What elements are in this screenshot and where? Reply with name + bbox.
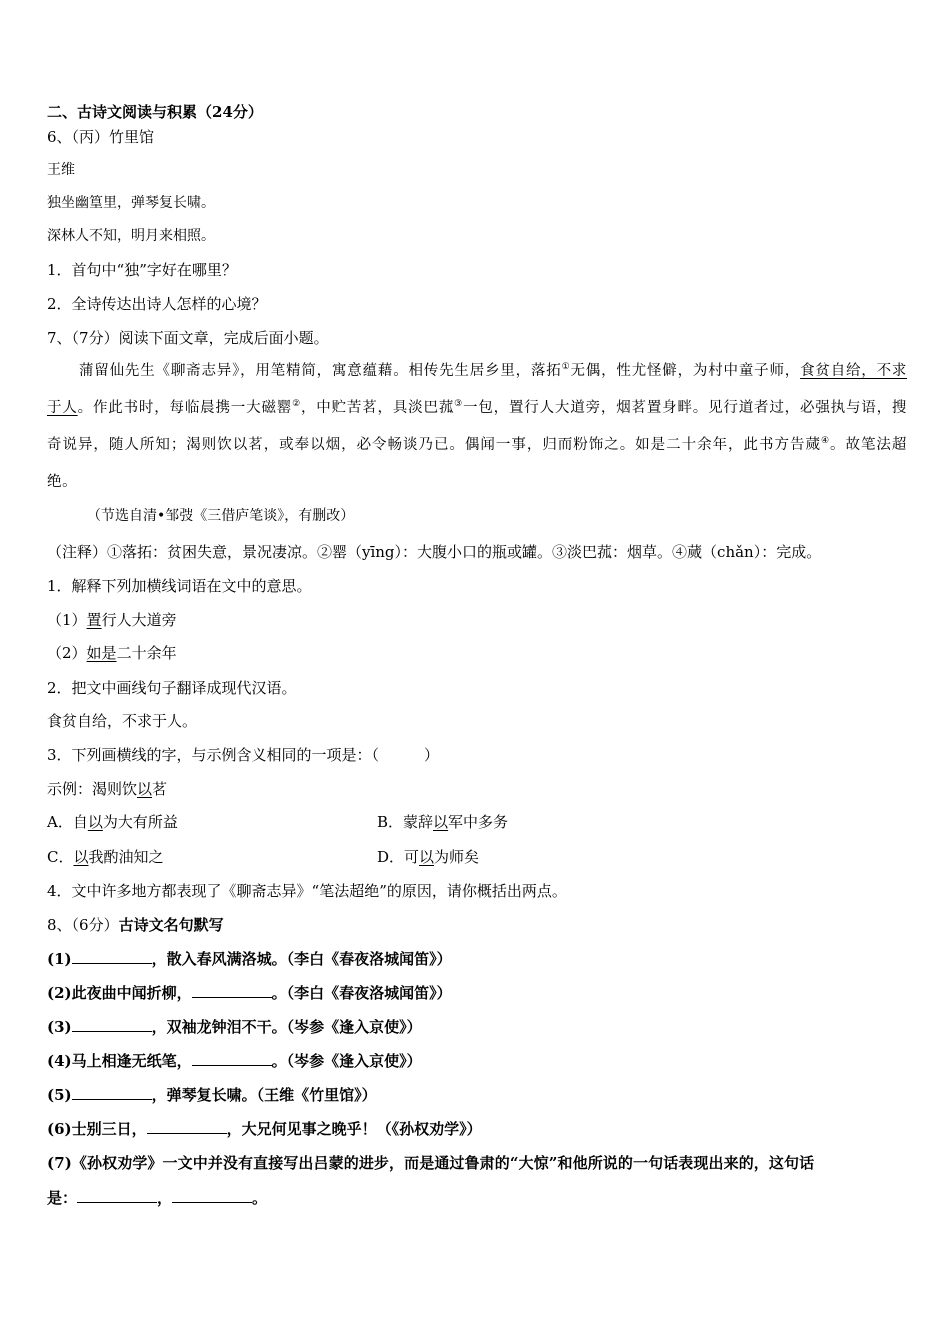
answer-blank[interactable] [172, 1190, 252, 1203]
q6-sub-question-1: 1．首句中“独”字好在哪里？ [47, 261, 237, 279]
passage-notes: （注释）①落拓：贫困失意，景况凄凉。②罂（yīng）：大腹小口的瓶或罐。③淡巴菰：烟草。④蒇（chǎn）：完成。 [47, 543, 822, 561]
line-text: ，双袖龙钟泪不干。（岑参《逢入京使》） [151, 1018, 422, 1036]
poem-line-2: 深林人不知，明月来相照。 [47, 228, 215, 244]
item-text: 行人大道旁 [101, 611, 177, 629]
note-marker: ① [561, 362, 571, 373]
option-text: 为师矣 [434, 848, 480, 866]
passage-text: 无偶，性尤怪僻，为村中童子师， [570, 363, 801, 379]
option-b [377, 812, 508, 832]
option-text: D．可 [377, 848, 420, 866]
line-text: (1) [47, 950, 72, 968]
q7-sub-question-3: 3．下列画横线的字，与示例含义相同的一项是：（ ） [47, 746, 440, 764]
q6-sub-question-2: 2．全诗传达出诗人怎样的心境？ [47, 295, 267, 313]
underlined-word: 如是 [86, 644, 117, 662]
underlined-char: 以 [419, 848, 435, 866]
line-text: (2)此夜曲中闻折柳， [47, 984, 192, 1002]
line-text: 。（岑参《逢入京使》） [271, 1052, 422, 1070]
q8-title-text: 古诗文名句默写 [118, 916, 224, 934]
example-text: 茗 [152, 780, 168, 798]
line-text: (3) [47, 1018, 72, 1036]
line-text: (5) [47, 1086, 72, 1104]
answer-blank[interactable] [192, 1053, 272, 1066]
q8-line-2 [47, 983, 452, 1003]
passage-source: （节选自清•邹弢《三借庐笔谈》，有删改） [87, 508, 355, 524]
note-marker: ② [292, 399, 301, 410]
underlined-char: 以 [137, 780, 153, 798]
q7-sub-1b [47, 643, 177, 663]
note-marker: ④ [820, 436, 830, 447]
translate-sentence: 食贫自给，不求于人。 [47, 712, 198, 730]
option-d [377, 847, 479, 867]
q8-line-7: (7)《孙权劝学》一文中并没有直接写出吕蒙的进步，而是通过鲁肃的“大惊”和他所说的一句话表现出来的，这句话 [47, 1154, 815, 1172]
item-number: （2） [47, 644, 87, 662]
underlined-sentence: 食贫自给，不求于人 [47, 363, 908, 416]
line-text: 是： [47, 1189, 78, 1207]
option-text: 军中多务 [448, 813, 509, 831]
poem-line-1: 独坐幽篁里，弹琴复长啸。 [47, 195, 215, 211]
passage-text: 。故笔法超绝。 [47, 437, 908, 490]
section-heading: 二、古诗文阅读与积累（24分） [47, 103, 263, 121]
option-text: C． [47, 848, 74, 866]
q8-line-3 [47, 1017, 422, 1037]
option-text: B．蒙辞 [377, 813, 434, 831]
q8-line-7-continued [47, 1188, 267, 1208]
q8-title [47, 915, 224, 935]
answer-blank[interactable] [72, 951, 152, 964]
underlined-char: 以 [73, 848, 89, 866]
answer-blank[interactable] [77, 1190, 157, 1203]
passage-text: 。作此书时，每临晨携一大磁罂 [77, 400, 293, 416]
answer-blank[interactable] [72, 1087, 152, 1100]
q8-line-4 [47, 1051, 422, 1071]
option-text: 我酌油知之 [88, 848, 164, 866]
line-text: ，弹琴复长啸。（王维《竹里馆》） [151, 1086, 377, 1104]
q8-line-5 [47, 1085, 377, 1105]
passage-text: ，中贮苦茗，具淡巴菰 [300, 400, 455, 416]
answer-blank[interactable] [192, 985, 272, 998]
q8-title-number: 8、（6分） [47, 916, 119, 934]
q6-title: 6、（丙）竹里馆 [47, 128, 155, 146]
example-line [47, 779, 167, 799]
example-text: 示例：渴则饮 [47, 780, 138, 798]
q7-sub-question-2: 2．把文中画线句子翻译成现代汉语。 [47, 679, 297, 697]
underlined-word: 置 [86, 611, 102, 629]
answer-blank[interactable] [147, 1121, 227, 1134]
q7-sub-question-4: 4．文中许多地方都表现了《聊斋志异》“笔法超绝”的原因，请你概括出两点。 [47, 882, 567, 900]
q8-line-1 [47, 949, 452, 969]
option-text: A．自 [47, 813, 88, 831]
line-text: 。（李白《春夜洛城闻笛》） [271, 984, 452, 1002]
option-text: 为大有所益 [102, 813, 178, 831]
q8-line-6 [47, 1119, 482, 1139]
line-text: (6)士别三日， [47, 1120, 147, 1138]
option-c [47, 847, 164, 867]
note-marker: ③ [454, 399, 464, 410]
passage [47, 353, 907, 501]
q7-sub-question-1: 1．解释下列加横线词语在文中的意思。 [47, 577, 312, 595]
line-text: (4)马上相逢无纸笔， [47, 1052, 192, 1070]
passage-text: 一包，置行人大道旁，烟茗置身畔。见行道者过，必强执与语，搜奇说异，随人所知；渴则饮以茗，或奉以烟，必令畅谈乃已。偶闻一事，归而粉饰之。如是二十余年，此书方告蒇 [47, 400, 907, 453]
answer-blank[interactable] [72, 1019, 152, 1032]
underlined-char: 以 [87, 813, 103, 831]
passage-text: 蒲留仙先生《聊斋志异》，用笔精简，寓意蕴藉。相传先生居乡里，落拓 [79, 363, 562, 379]
q7-sub-1a [47, 610, 177, 630]
line-text: ，大兄何见事之晚乎！（《孙权劝学》） [226, 1120, 482, 1138]
q7-title: 7、（7分）阅读下面文章，完成后面小题。 [47, 329, 329, 347]
underlined-char: 以 [433, 813, 449, 831]
option-a [47, 812, 178, 832]
line-text: ， [157, 1189, 173, 1207]
poem-author: 王维 [47, 162, 75, 178]
item-number: （1） [47, 611, 87, 629]
line-text: 。 [252, 1189, 268, 1207]
line-text: ，散入春风满洛城。（李白《春夜洛城闻笛》） [151, 950, 452, 968]
item-text: 二十余年 [116, 644, 177, 662]
